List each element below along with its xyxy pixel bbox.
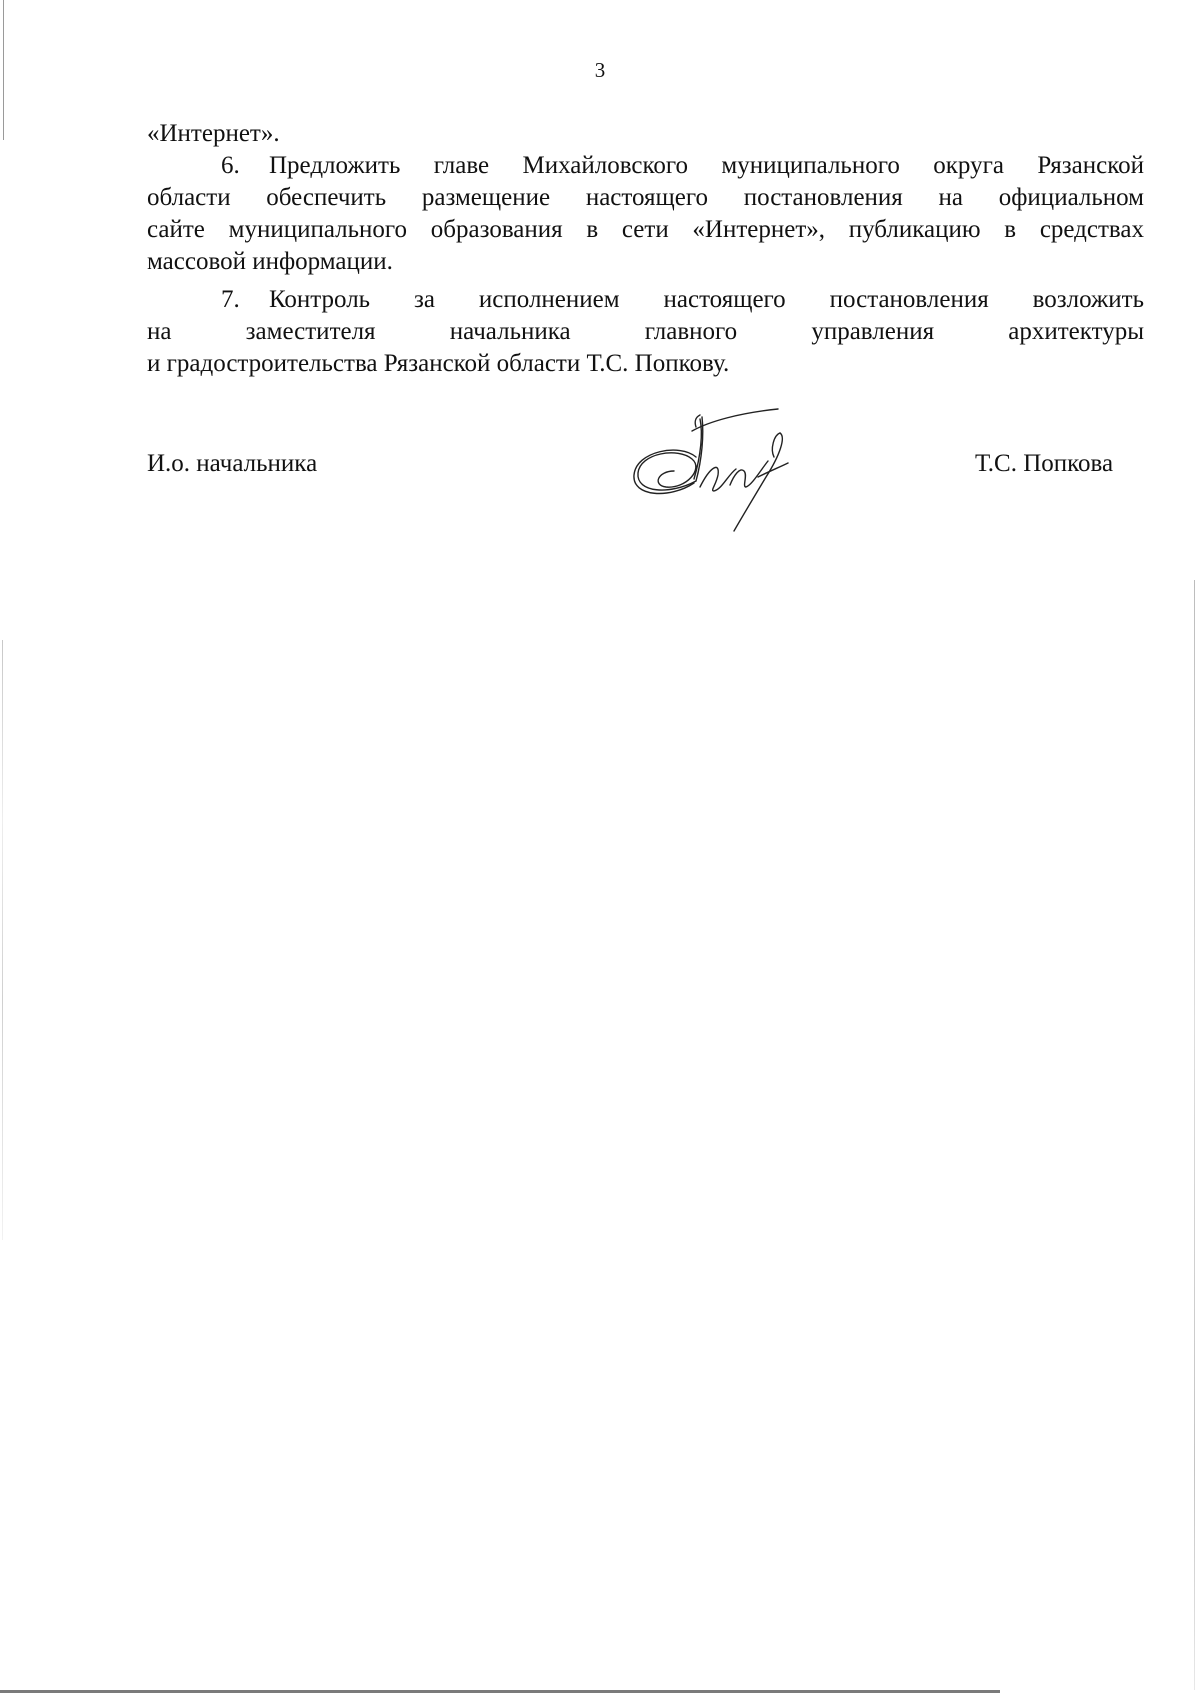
paragraph-line: и градостроительства Рязанской области Т.С. Попкову. <box>147 350 730 377</box>
item-7-paragraph <box>147 284 1144 380</box>
page-number: 3 <box>594 58 606 82</box>
paragraph-first-line <box>147 284 1144 316</box>
paragraph-line-text: Предложить главе Михайловского муниципального округа Рязанской <box>269 152 1144 179</box>
scan-edge-bottom <box>0 1690 1000 1693</box>
scan-edge-left-lower <box>2 640 3 1240</box>
item-6-paragraph <box>147 150 1144 278</box>
paragraph-line: массовой информации. <box>147 248 393 275</box>
paragraph-first-line <box>147 150 1144 182</box>
paragraph-line-text: Контроль за исполнением настоящего постановления возложить <box>269 286 1144 313</box>
paragraph-line: области обеспечить размещение настоящего постановления на официальном <box>147 184 1144 211</box>
item-number: 7. <box>221 286 240 313</box>
paragraph-line: «Интернет». <box>147 120 280 147</box>
scan-edge-right <box>1194 580 1195 1690</box>
handwritten-signature <box>630 405 800 535</box>
signatory-position: И.о. начальника <box>147 450 318 477</box>
signatory-name: Т.С. Попкова <box>975 450 1114 477</box>
paragraph-continuation <box>147 118 1144 150</box>
item-number: 6. <box>221 152 240 179</box>
paragraph-line: на заместителя начальника главного управления архитектуры <box>147 318 1144 345</box>
paragraph-line: сайте муниципального образования в сети «Интернет», публикацию в средствах <box>147 216 1144 243</box>
